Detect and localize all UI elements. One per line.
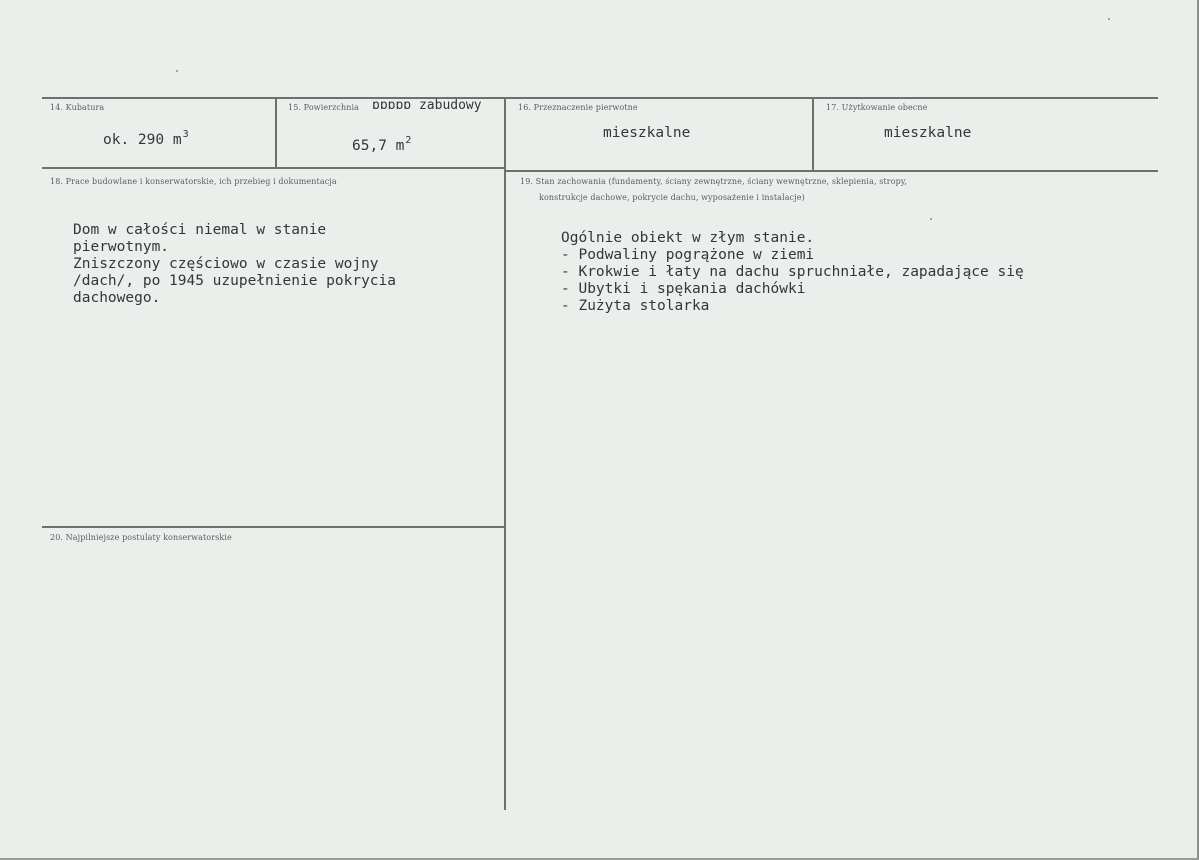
top-rule [42, 97, 1158, 99]
field-19-label-cont: konstrukcje dachowe, pokrycie dachu, wyposażenie i instalacje) [539, 193, 805, 202]
section-20-rule [42, 526, 504, 528]
field-19-text [561, 230, 1024, 315]
field-16-value: mieszkalne [603, 125, 691, 141]
row-rule [42, 167, 504, 169]
field-14-label: 14. Kubatura [50, 103, 105, 112]
field-18-line: pierwotnym. [73, 239, 170, 255]
field-15-value: 65,7 $m^2$ [352, 135, 412, 154]
field-18-line: Zniszczony częściowo w czasie wojny [73, 256, 379, 272]
field-19-line: - Ubytki i spękania dachówki [561, 281, 806, 297]
field-19-line: - Krokwie i łaty na dachu spruchniałe, zapadające się [561, 264, 1024, 280]
row-rule-right [506, 170, 1158, 172]
field-17-label: 17. Użytkowanie obecne [826, 103, 928, 112]
divider-16-17 [812, 97, 814, 170]
field-17-value: mieszkalne [884, 125, 972, 141]
field-19-line: - Zużyta stolarka [561, 298, 710, 314]
field-19-label: 19. Stan zachowania (fundamenty, ściany zewnętrzne, ściany wewnętrzne, sklepienia, stropy, [520, 177, 908, 186]
field-18-text [73, 222, 396, 307]
field-18-line: dachowego. [73, 290, 161, 306]
field-15-typed-label: ɒɒɒɒɒ zabudowy [372, 98, 482, 113]
field-20-label: 20. Najpilniejsze postulaty konserwatorskie [50, 533, 232, 542]
paper-speck [176, 70, 178, 72]
field-18-label: 18. Prace budowlane i konserwatorskie, ich przebieg i dokumentacja [50, 177, 337, 186]
field-18-line: Dom w całości niemal w stanie [73, 222, 327, 238]
field-18-line: /dach/, po 1945 uzupełnienie pokrycia [73, 273, 397, 289]
field-15-label: 15. Powierzchnia [288, 103, 360, 112]
paper-speck [1108, 18, 1110, 20]
divider-center [504, 97, 506, 810]
field-16-label: 16. Przeznaczenie pierwotne [518, 103, 638, 112]
field-19-line: Ogólnie obiekt w złym stanie. [561, 230, 815, 246]
divider-14-15 [275, 97, 277, 167]
field-14-value: ok. 290 $m^3$ [103, 129, 189, 148]
paper-speck [930, 218, 932, 220]
field-19-line: - Podwaliny pogrążone w ziemi [561, 247, 815, 263]
